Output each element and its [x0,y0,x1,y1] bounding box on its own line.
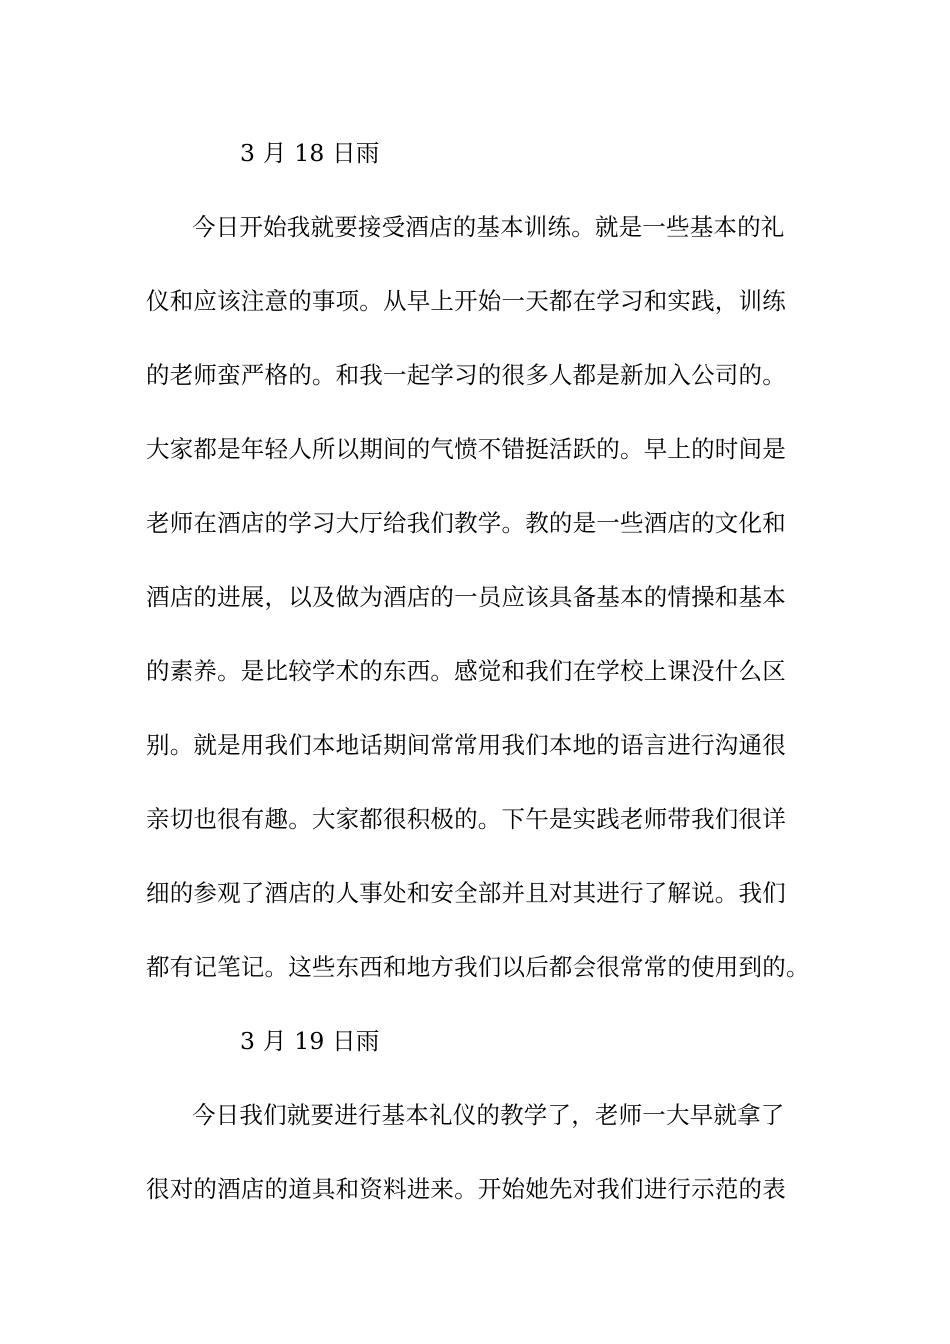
paragraph-line: 别。就是用我们本地话期间常常用我们本地的语言进行沟通很 [146,731,786,759]
paragraph-line: 大家都是年轻人所以期间的气愤不错挺活跃的。早上的时间是 [146,435,786,463]
paragraph-line: 今日开始我就要接受酒店的基本训练。就是一些基本的礼 [192,213,785,241]
paragraph-line: 很对的酒店的道具和资料进来。开始她先对我们进行示范的表 [146,1175,786,1203]
paragraph-line: 的老师蛮严格的。和我一起学习的很多人都是新加入公司的。 [146,361,786,389]
entry-date: 3 月 18 日雨 [240,139,380,167]
paragraph-line: 仪和应该注意的事项。从早上开始一天都在学习和实践，训练 [146,287,786,315]
paragraph-line: 都有记笔记。这些东西和地方我们以后都会很常常的使用到的。 [146,953,810,981]
entry-date: 3 月 19 日雨 [240,1027,380,1055]
paragraph-line: 酒店的进展，以及做为酒店的一员应该具备基本的情操和基本 [146,583,786,611]
paragraph-line: 今日我们就要进行基本礼仪的教学了，老师一大早就拿了 [192,1101,785,1129]
paragraph-line: 的素养。是比较学术的东西。感觉和我们在学校上课没什么区 [146,657,786,685]
paragraph-line: 细的参观了酒店的人事处和安全部并且对其进行了解说。我们 [146,879,786,907]
paragraph-line: 亲切也很有趣。大家都很积极的。下午是实践老师带我们很详 [146,805,786,833]
paragraph-line: 老师在酒店的学习大厅给我们教学。教的是一些酒店的文化和 [146,509,786,537]
